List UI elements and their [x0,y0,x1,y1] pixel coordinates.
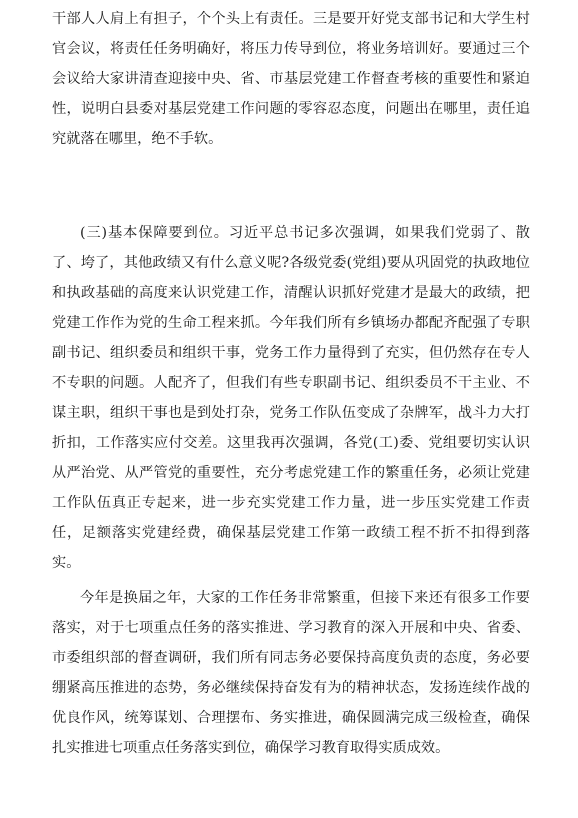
paragraph-3-closing: 今年是换届之年，大家的工作任务非常繁重，但接下来还有很多工作要落实，对于七项重点任务的落实推进、学习教育的深入开展和中央、省委、市委组织部的督查调研，我们所有同志务必要保持高度负责的态度，务必要绷紧高压推进的态势，务必继续保持奋发有为的精神状态，发扬连续作战的优良作风，统筹谋划、合理摆布、务实推进，确保圆满完成三级检查，确保扎实推进七项重点任务落实到位，确保学习教育取得实质成效。 [52,590,530,756]
paragraph-2-basic-guarantee: (三)基本保障要到位。习近平总书记多次强调，如果我们党弱了、散了、垮了，其他政绩又有什么意义呢?各级党委(党组)要从巩固党的执政地位和执政基础的高度来认识党建工作，清醒认识抓好党建才是最大的政绩，把党建工作作为党的生命工程来抓。今年我们所有乡镇场办都配齐配强了专职副书记、组织委员和组织干事，党务工作力量得到了充实，但仍然存在专人不专职的问题。人配齐了，但我们有些专职副书记、组织委员不干主业、不谋主职，组织干事也是到处打杂，党务工作队伍变成了杂牌军，战斗力大打折扣，工作落实应付交差。这里我再次强调，各党(工)委、党组要切实认识从严治党、从严管党的重要性，充分考虑党建工作的繁重任务，必须让党建工作队伍真正专起来，进一步充实党建工作力量，进一步压实党建工作责任，足额落实党建经费，确保基层党建工作第一政绩工程不折不扣得到落实。 [52,225,530,571]
paragraph-1: 干部人人肩上有担子，个个头上有责任。三是要开好党支部书记和大学生村官会议，将责任任务明确好，将压力传导到位，将业务培训好。要通过三个会议给大家讲清查迎接中央、省、市基层党建工作督查考核的重要性和紧迫性，说明白县委对基层党建工作问题的零容忍态度，问题出在哪里，责任追究就落在哪里，绝不手软。 [52,11,530,147]
